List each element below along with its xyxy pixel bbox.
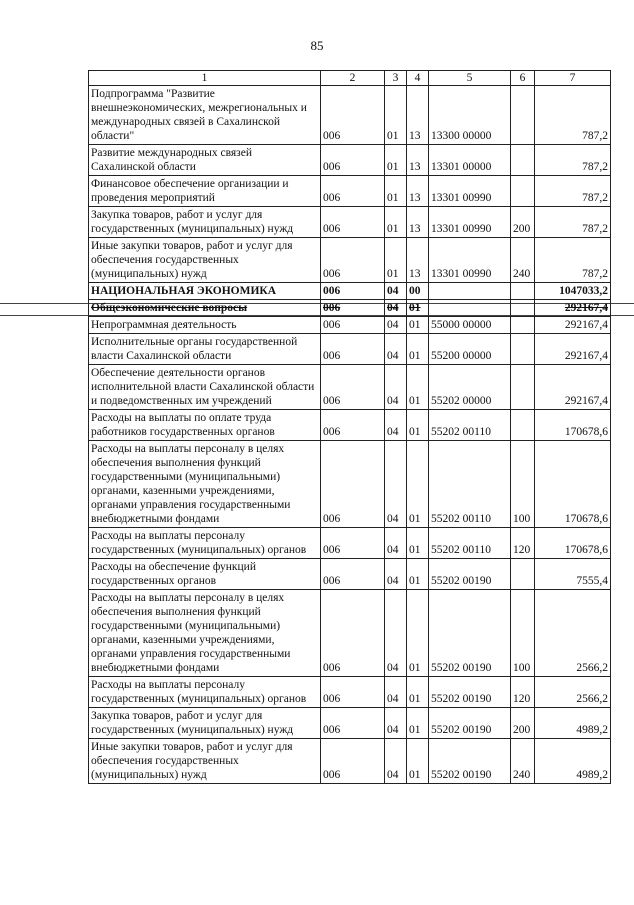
ministry-code-cell: 006 bbox=[321, 238, 385, 283]
expense-name-cell: НАЦИОНАЛЬНАЯ ЭКОНОМИКА bbox=[89, 283, 321, 300]
section-code-cell: 04 bbox=[385, 677, 407, 708]
table-row bbox=[89, 365, 611, 410]
expense-type-cell bbox=[511, 559, 535, 590]
expense-type-cell: 240 bbox=[511, 238, 535, 283]
expense-type-cell bbox=[511, 365, 535, 410]
amount-cell: 170678,6 bbox=[535, 441, 611, 528]
target-article-cell: 55000 00000 bbox=[429, 317, 511, 334]
ministry-code-cell: 006 bbox=[321, 708, 385, 739]
table-row bbox=[89, 238, 611, 283]
ministry-code-cell: 006 bbox=[321, 441, 385, 528]
subsection-code-cell: 01 bbox=[407, 559, 429, 590]
amount-cell: 170678,6 bbox=[535, 410, 611, 441]
table-row bbox=[89, 739, 611, 784]
amount-cell: 787,2 bbox=[535, 145, 611, 176]
target-article-cell: 55200 00000 bbox=[429, 334, 511, 365]
expense-type-cell bbox=[511, 334, 535, 365]
expense-type-cell bbox=[511, 317, 535, 334]
column-header: 7 bbox=[535, 71, 611, 86]
amount-cell: 2566,2 bbox=[535, 590, 611, 677]
target-article-cell: 55202 00190 bbox=[429, 739, 511, 784]
table-row bbox=[89, 559, 611, 590]
column-header: 5 bbox=[429, 71, 511, 86]
subsection-code-cell: 01 bbox=[407, 334, 429, 365]
expense-name-cell: Расходы на выплаты персоналу в целях обеспечения выполнения функций государственными (муниципальными) органами, казенными учреждениями, органами управления государственными внебюджетными фондами bbox=[89, 590, 321, 677]
column-header: 3 bbox=[385, 71, 407, 86]
amount-cell: 292167,4 bbox=[535, 365, 611, 410]
expense-name-cell: Иные закупки товаров, работ и услуг для обеспечения государственных (муниципальных) нужд bbox=[89, 739, 321, 784]
section-code-cell: 04 bbox=[385, 317, 407, 334]
amount-cell: 170678,6 bbox=[535, 528, 611, 559]
expense-type-cell: 240 bbox=[511, 739, 535, 784]
ministry-code-cell: 006 bbox=[321, 86, 385, 145]
section-code-cell: 01 bbox=[385, 86, 407, 145]
table-row bbox=[89, 677, 611, 708]
subsection-code-cell: 13 bbox=[407, 207, 429, 238]
ministry-code-cell: 006 bbox=[321, 334, 385, 365]
amount-cell: 292167,4 bbox=[535, 334, 611, 365]
expense-name-cell: Закупка товаров, работ и услуг для государственных (муниципальных) нужд bbox=[89, 207, 321, 238]
table-header-row bbox=[89, 71, 611, 86]
section-code-cell: 04 bbox=[385, 708, 407, 739]
subsection-code-cell: 01 bbox=[407, 528, 429, 559]
target-article-cell: 55202 00190 bbox=[429, 708, 511, 739]
target-article-cell: 55202 00110 bbox=[429, 528, 511, 559]
amount-cell: 292167,4 bbox=[535, 300, 611, 317]
expense-name-cell: Развитие международных связей Сахалинской области bbox=[89, 145, 321, 176]
target-article-cell: 13301 00000 bbox=[429, 145, 511, 176]
target-article-cell: 55202 00190 bbox=[429, 677, 511, 708]
expense-type-cell bbox=[511, 176, 535, 207]
subsection-code-cell: 13 bbox=[407, 176, 429, 207]
expense-type-cell bbox=[511, 86, 535, 145]
expense-name-cell: Расходы на обеспечение функций государственных органов bbox=[89, 559, 321, 590]
section-code-cell: 04 bbox=[385, 300, 407, 317]
expense-name-cell: Общеэкономические вопросы bbox=[89, 300, 321, 317]
table-row bbox=[89, 176, 611, 207]
expense-name-cell: Закупка товаров, работ и услуг для государственных (муниципальных) нужд bbox=[89, 708, 321, 739]
amount-cell: 292167,4 bbox=[535, 317, 611, 334]
target-article-cell: 55202 00110 bbox=[429, 410, 511, 441]
section-code-cell: 04 bbox=[385, 365, 407, 410]
subsection-code-cell: 01 bbox=[407, 441, 429, 528]
target-article-cell bbox=[429, 300, 511, 317]
subsection-code-cell: 01 bbox=[407, 708, 429, 739]
target-article-cell: 13301 00990 bbox=[429, 238, 511, 283]
subsection-code-cell: 01 bbox=[407, 739, 429, 784]
expense-name-cell: Финансовое обеспечение организации и проведения мероприятий bbox=[89, 176, 321, 207]
subsection-code-cell: 13 bbox=[407, 145, 429, 176]
ministry-code-cell: 006 bbox=[321, 365, 385, 410]
subsection-code-cell: 01 bbox=[407, 317, 429, 334]
target-article-cell: 55202 00190 bbox=[429, 590, 511, 677]
table-row bbox=[89, 317, 611, 334]
ministry-code-cell: 006 bbox=[321, 176, 385, 207]
subsection-code-cell: 01 bbox=[407, 590, 429, 677]
column-header: 6 bbox=[511, 71, 535, 86]
amount-cell: 787,2 bbox=[535, 207, 611, 238]
amount-cell: 1047033,2 bbox=[535, 283, 611, 300]
amount-cell: 4989,2 bbox=[535, 739, 611, 784]
ministry-code-cell: 006 bbox=[321, 410, 385, 441]
subsection-code-cell: 01 bbox=[407, 677, 429, 708]
ministry-code-cell: 006 bbox=[321, 677, 385, 708]
expense-name-cell: Расходы на выплаты персоналу государственных (муниципальных) органов bbox=[89, 528, 321, 559]
table-row bbox=[89, 145, 611, 176]
ministry-code-cell: 006 bbox=[321, 317, 385, 334]
expense-name-cell: Исполнительные органы государственной власти Сахалинской области bbox=[89, 334, 321, 365]
target-article-cell: 13300 00000 bbox=[429, 86, 511, 145]
expense-type-cell bbox=[511, 145, 535, 176]
section-code-cell: 01 bbox=[385, 238, 407, 283]
section-code-cell: 04 bbox=[385, 410, 407, 441]
ministry-code-cell: 006 bbox=[321, 559, 385, 590]
column-header: 2 bbox=[321, 71, 385, 86]
section-code-cell: 04 bbox=[385, 739, 407, 784]
target-article-cell: 55202 00190 bbox=[429, 559, 511, 590]
expense-type-cell: 100 bbox=[511, 441, 535, 528]
expense-type-cell bbox=[511, 300, 535, 317]
table-row bbox=[89, 441, 611, 528]
expense-type-cell bbox=[511, 283, 535, 300]
table-row bbox=[89, 86, 611, 145]
section-code-cell: 01 bbox=[385, 176, 407, 207]
amount-cell: 787,2 bbox=[535, 86, 611, 145]
subsection-code-cell: 13 bbox=[407, 238, 429, 283]
table-row bbox=[89, 207, 611, 238]
section-code-cell: 04 bbox=[385, 441, 407, 528]
expense-type-cell: 200 bbox=[511, 708, 535, 739]
amount-cell: 787,2 bbox=[535, 238, 611, 283]
expense-type-cell bbox=[511, 410, 535, 441]
section-code-cell: 04 bbox=[385, 590, 407, 677]
table-row bbox=[89, 334, 611, 365]
amount-cell: 787,2 bbox=[535, 176, 611, 207]
expense-type-cell: 100 bbox=[511, 590, 535, 677]
ministry-code-cell: 006 bbox=[321, 300, 385, 317]
subsection-code-cell: 13 bbox=[407, 86, 429, 145]
column-header: 1 bbox=[89, 71, 321, 86]
expense-name-cell: Расходы на выплаты персоналу в целях обеспечения выполнения функций государственными (муниципальными) органами, казенными учреждениями, органами управления государственными внебюджетными фондами bbox=[89, 441, 321, 528]
column-header: 4 bbox=[407, 71, 429, 86]
section-code-cell: 04 bbox=[385, 334, 407, 365]
table-row bbox=[89, 283, 611, 300]
expense-type-cell: 120 bbox=[511, 528, 535, 559]
expense-name-cell: Расходы на выплаты персоналу государственных (муниципальных) органов bbox=[89, 677, 321, 708]
page-number: 85 bbox=[310, 38, 324, 53]
table-row bbox=[89, 528, 611, 559]
table-row bbox=[89, 410, 611, 441]
subsection-code-cell: 01 bbox=[407, 365, 429, 410]
target-article-cell bbox=[429, 283, 511, 300]
amount-cell: 7555,4 bbox=[535, 559, 611, 590]
table-row bbox=[89, 300, 611, 317]
subsection-code-cell: 01 bbox=[407, 300, 429, 317]
amount-cell: 2566,2 bbox=[535, 677, 611, 708]
section-code-cell: 04 bbox=[385, 559, 407, 590]
subsection-code-cell: 01 bbox=[407, 410, 429, 441]
expense-name-cell: Расходы на выплаты по оплате труда работников государственных органов bbox=[89, 410, 321, 441]
expense-type-cell: 120 bbox=[511, 677, 535, 708]
target-article-cell: 13301 00990 bbox=[429, 207, 511, 238]
table-row bbox=[89, 708, 611, 739]
target-article-cell: 13301 00990 bbox=[429, 176, 511, 207]
target-article-cell: 55202 00000 bbox=[429, 365, 511, 410]
table-row bbox=[89, 590, 611, 677]
ministry-code-cell: 006 bbox=[321, 590, 385, 677]
table-body bbox=[89, 86, 611, 784]
target-article-cell: 55202 00110 bbox=[429, 441, 511, 528]
ministry-code-cell: 006 bbox=[321, 145, 385, 176]
ministry-code-cell: 006 bbox=[321, 207, 385, 238]
expense-name-cell: Подпрограмма "Развитие внешнеэкономических, межрегиональных и международных связей в Сахалинской области" bbox=[89, 86, 321, 145]
section-code-cell: 04 bbox=[385, 528, 407, 559]
budget-table bbox=[88, 70, 611, 784]
amount-cell: 4989,2 bbox=[535, 708, 611, 739]
section-code-cell: 04 bbox=[385, 283, 407, 300]
subsection-code-cell: 00 bbox=[407, 283, 429, 300]
expense-name-cell: Иные закупки товаров, работ и услуг для обеспечения государственных (муниципальных) нужд bbox=[89, 238, 321, 283]
section-code-cell: 01 bbox=[385, 207, 407, 238]
ministry-code-cell: 006 bbox=[321, 283, 385, 300]
expense-type-cell: 200 bbox=[511, 207, 535, 238]
ministry-code-cell: 006 bbox=[321, 528, 385, 559]
ministry-code-cell: 006 bbox=[321, 739, 385, 784]
expense-name-cell: Непрограммная деятельность bbox=[89, 317, 321, 334]
section-code-cell: 01 bbox=[385, 145, 407, 176]
expense-name-cell: Обеспечение деятельности органов исполнительной власти Сахалинской области и подведомственных им учреждений bbox=[89, 365, 321, 410]
